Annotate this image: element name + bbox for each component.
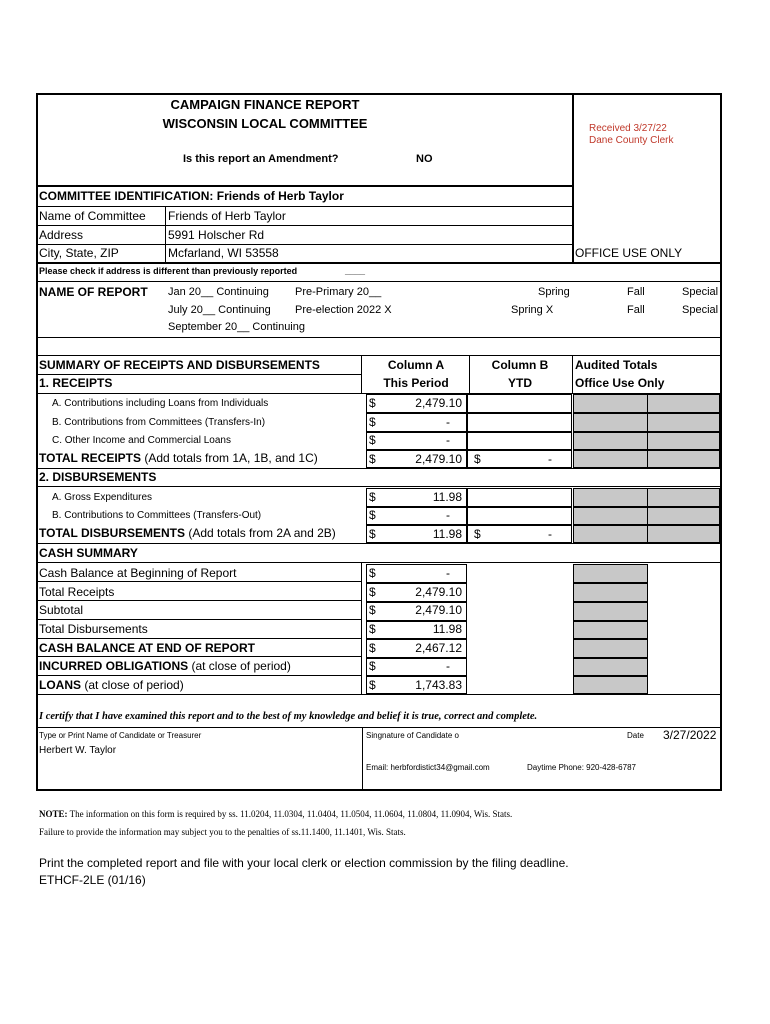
column-a-subheading: This Period <box>383 376 449 390</box>
cash-row-label <box>39 659 291 673</box>
option-special[interactable]: Special <box>682 286 719 298</box>
name-of-report-label: NAME OF REPORT <box>39 285 148 299</box>
option-fall-2[interactable]: Fall <box>627 304 645 316</box>
audited-cell <box>573 583 648 602</box>
rule <box>37 244 573 245</box>
dollar-sign: $ <box>369 433 376 447</box>
rule <box>37 656 361 657</box>
dollar-sign: $ <box>369 659 376 673</box>
total-receipts-bold: TOTAL RECEIPTS <box>39 451 142 465</box>
disbursement-label-b: B. Contributions to Committees (Transfers-Out) <box>52 510 262 521</box>
audited-cell <box>573 525 648 543</box>
cash-row-text: (at close of period) <box>188 659 291 673</box>
office-use-only-label: OFFICE USE ONLY <box>575 246 683 260</box>
dollar-sign: $ <box>369 452 376 466</box>
option-september-continuing[interactable]: September 20__ Continuing <box>168 321 305 333</box>
audited-cell <box>647 525 720 543</box>
cash-total-receipts-value: 2,479.10 <box>415 585 462 599</box>
total-disbursements-label <box>39 526 336 540</box>
rule <box>37 337 722 338</box>
column-b-subheading: YTD <box>508 376 532 390</box>
audited-cell <box>573 488 648 507</box>
cash-row-label <box>39 622 148 636</box>
column-b-heading: Column B <box>491 358 549 372</box>
note-text: The information on this form is required by ss. 11.0204, 11.0304, 11.0404, 11.0504, 11.0604, 11.0804, 11.0904, Wis. Stats. <box>67 809 513 819</box>
rule <box>37 562 722 563</box>
dollar-sign: $ <box>369 415 376 429</box>
rule <box>37 727 722 728</box>
rule <box>37 638 361 639</box>
audited-totals-subheading: Office Use Only <box>575 376 665 390</box>
form-title-1: CAMPAIGN FINANCE REPORT <box>170 97 360 112</box>
email-field[interactable]: Email: herbfordistict34@gmail.com <box>366 763 490 772</box>
label-column-divider <box>361 356 362 393</box>
incurred-obligations-value: - <box>446 659 450 673</box>
total-receipts-b-value: - <box>548 452 552 466</box>
total-receipts-note: (Add totals from 1A, 1B, and 1C) <box>141 451 318 465</box>
disbursements-heading: 2. DISBURSEMENTS <box>39 470 157 484</box>
total-receipts-a-value: 2,479.10 <box>415 452 462 466</box>
audited-cell <box>573 507 648 525</box>
dollar-sign: $ <box>369 678 376 692</box>
cash-row-text: (at close of period) <box>81 678 184 692</box>
rule <box>37 675 361 676</box>
audited-cell <box>573 676 648 694</box>
dollar-sign: $ <box>369 527 376 541</box>
committee-name-value[interactable]: Friends of Herb Taylor <box>168 209 286 223</box>
cash-row-label <box>39 641 255 655</box>
option-special-2[interactable]: Special <box>682 304 719 316</box>
total-disbursements-a-value: 11.98 <box>432 527 462 541</box>
dollar-sign: $ <box>369 566 376 580</box>
audited-cell <box>573 413 648 432</box>
option-pre-primary[interactable]: Pre-Primary 20__ <box>295 286 382 298</box>
cash-row-label <box>39 678 184 692</box>
audited-cell <box>647 432 720 450</box>
ytd-cell[interactable] <box>467 432 572 450</box>
address-change-checkbox[interactable]: ____ <box>345 266 366 276</box>
certification-statement: I certify that I have examined this report and to the best of my knowledge and belief it is true, correct and complete. <box>39 711 538 722</box>
penalty-note: Failure to provide the information may subject you to the penalties of ss.11.1400, 11.1401, Wis. Stats. <box>39 827 406 837</box>
dollar-sign: $ <box>369 641 376 655</box>
city-state-zip-label: City, State, ZIP <box>39 246 119 260</box>
total-disbursements-note: (Add totals from 2A and 2B) <box>185 526 336 540</box>
option-jan-continuing[interactable]: Jan 20__ Continuing <box>168 286 269 298</box>
rule <box>37 374 361 375</box>
rule <box>37 355 722 356</box>
dollar-sign: $ <box>369 603 376 617</box>
city-state-zip-value[interactable]: Mcfarland, WI 53558 <box>168 246 279 260</box>
column-divider <box>469 356 470 393</box>
total-disbursements-b-value: - <box>548 527 552 541</box>
amendment-answer[interactable]: NO <box>416 153 433 165</box>
audited-cell <box>573 602 648 621</box>
rule <box>37 468 722 469</box>
audited-cell <box>647 507 720 525</box>
column-a-heading: Column A <box>387 358 445 372</box>
cash-row-text: Total Receipts <box>39 585 115 599</box>
cash-row-text: Cash Balance at Beginning of Report <box>39 566 237 580</box>
daytime-phone-field[interactable]: Daytime Phone: 920-428-6787 <box>527 763 636 772</box>
option-spring-selected[interactable]: Spring X <box>511 304 554 316</box>
amendment-question: Is this report an Amendment? <box>183 153 339 165</box>
ytd-cell[interactable] <box>467 394 572 413</box>
rule <box>37 543 722 544</box>
rule <box>37 694 722 695</box>
ytd-cell[interactable] <box>467 413 572 432</box>
signature-field-label: Singnature of Candidate o <box>366 731 459 740</box>
audited-cell <box>573 621 648 639</box>
cash-total-disbursements-value: 11.98 <box>432 622 462 636</box>
total-receipts-label <box>39 451 318 465</box>
dollar-sign: $ <box>474 452 481 466</box>
cash-row-label <box>39 566 236 580</box>
receipt-label-c: C. Other Income and Commercial Loans <box>52 435 231 446</box>
rule <box>37 206 573 207</box>
option-fall[interactable]: Fall <box>627 286 645 298</box>
summary-heading: SUMMARY OF RECEIPTS AND DISBURSEMENTS <box>39 358 320 372</box>
cash-row-text: Subtotal <box>39 603 84 617</box>
rule <box>37 581 361 582</box>
rule <box>37 600 361 601</box>
dollar-sign: $ <box>369 622 376 636</box>
note-line <box>39 809 512 819</box>
receipt-a-value: 2,479.10 <box>415 396 462 410</box>
disbursement-label-a: A. Gross Expenditures <box>52 492 153 503</box>
address-value[interactable]: 5991 Holscher Rd <box>168 228 265 242</box>
header-divider <box>572 94 574 262</box>
receipt-label-b: B. Contributions from Committees (Transfers-In) <box>52 417 266 428</box>
dollar-sign: $ <box>369 396 376 410</box>
audited-cell <box>573 658 648 676</box>
signature-divider <box>362 727 363 790</box>
audited-cell <box>573 564 648 583</box>
audited-cell <box>573 432 648 450</box>
audited-cell <box>647 450 720 468</box>
date-field-label: Date <box>627 731 644 740</box>
form-title-2: WISCONSIN LOCAL COMMITTEE <box>162 116 368 131</box>
cash-summary-heading: CASH SUMMARY <box>39 546 138 560</box>
audited-cell <box>573 450 648 468</box>
option-spring[interactable]: Spring <box>538 286 570 298</box>
disbursement-a-value: 11.98 <box>432 490 462 504</box>
committee-column-divider <box>165 207 166 262</box>
cash-ending-balance-value: 2,467.12 <box>415 641 462 655</box>
cash-row-bold: LOANS <box>39 678 81 692</box>
option-july-continuing[interactable]: July 20__ Continuing <box>168 304 271 316</box>
audited-totals-heading: Audited Totals <box>575 358 658 372</box>
dollar-sign: $ <box>369 508 376 522</box>
filing-instruction: Print the completed report and file with your local clerk or election commission by the filing deadline. <box>39 856 569 870</box>
audited-cell <box>573 394 648 413</box>
cash-row-bold: INCURRED OBLIGATIONS <box>39 659 189 673</box>
total-disbursements-bold: TOTAL DISBURSEMENTS <box>39 526 186 540</box>
committee-heading: COMMITTEE IDENTIFICATION: Friends of Herb Taylor <box>39 189 344 203</box>
committee-bottom-line <box>37 262 722 264</box>
dollar-sign: $ <box>369 490 376 504</box>
address-label: Address <box>39 228 84 242</box>
loans-value: 1,743.83 <box>415 678 462 692</box>
cash-beginning-value: - <box>446 566 450 580</box>
ytd-cell[interactable] <box>467 507 572 525</box>
treasurer-name[interactable]: Herbert W. Taylor <box>39 745 117 756</box>
form-number: ETHCF-2LE (01/16) <box>39 873 146 887</box>
rule <box>37 281 722 282</box>
receipt-label-a: A. Contributions including Loans from Individuals <box>52 398 269 409</box>
received-stamp-line-1: Received 3/27/22 <box>589 123 667 134</box>
rule <box>37 619 361 620</box>
address-change-note: Please check if address is different than previously reported <box>39 266 298 276</box>
label-column-divider <box>361 562 362 694</box>
rule <box>37 225 573 226</box>
rule <box>37 486 722 487</box>
note-label: NOTE: <box>39 809 68 819</box>
ytd-cell[interactable] <box>467 488 572 507</box>
dollar-sign: $ <box>369 585 376 599</box>
committee-top-line <box>37 185 573 187</box>
audited-cell <box>573 639 648 658</box>
cash-row-label <box>39 603 83 617</box>
dollar-sign: $ <box>474 527 481 541</box>
option-pre-election[interactable]: Pre-election 2022 X <box>295 304 392 316</box>
committee-name-label: Name of Committee <box>39 209 146 223</box>
column-divider <box>572 356 573 393</box>
cash-row-label <box>39 585 114 599</box>
cash-row-text: Total Disbursements <box>39 622 148 636</box>
cash-subtotal-value: 2,479.10 <box>415 603 462 617</box>
cash-row-bold: CASH BALANCE AT END OF REPORT <box>39 641 255 655</box>
date-value[interactable]: 3/27/2022 <box>663 728 717 742</box>
audited-cell <box>647 413 720 432</box>
receipts-heading: 1. RECEIPTS <box>39 376 113 390</box>
receipt-c-value: - <box>446 433 450 447</box>
name-field-label: Type or Print Name of Candidate or Treasurer <box>39 731 202 740</box>
audited-cell <box>647 394 720 413</box>
received-stamp-line-2: Dane County Clerk <box>589 135 674 146</box>
audited-cell <box>647 488 720 507</box>
receipt-b-value: - <box>446 415 450 429</box>
disbursement-b-value: - <box>446 508 450 522</box>
